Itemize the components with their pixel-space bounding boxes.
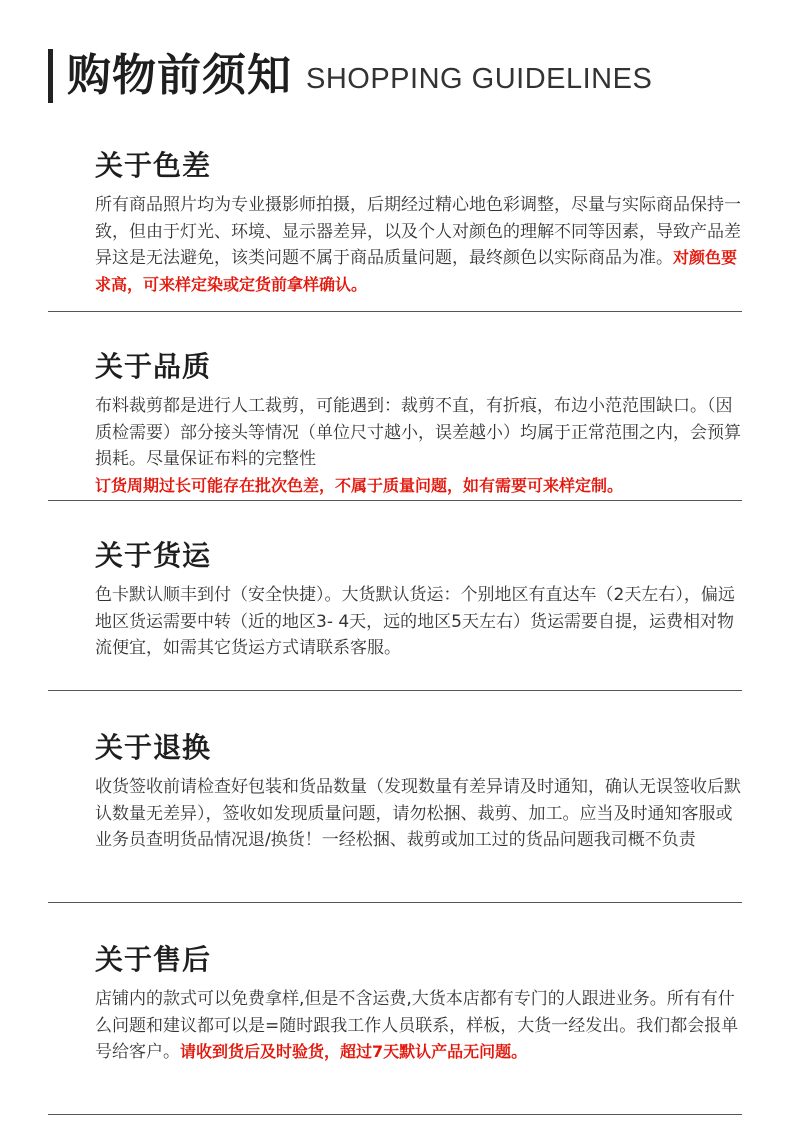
- section-after-sales: [95, 942, 745, 1066]
- section-title: 关于色差: [95, 149, 212, 182]
- section-title: 关于售后: [95, 943, 212, 976]
- section-body: [95, 192, 745, 298]
- section-highlight: 请收到货后及时验货，超过7天默认产品无问题。: [180, 1042, 528, 1061]
- header-accent-bar: [48, 49, 53, 103]
- section-quality: [95, 349, 745, 499]
- divider: [48, 1114, 742, 1115]
- section-text: 色卡默认顺丰到付（安全快捷）。大货默认货运：个别地区有直达车（2天左右），偏远地区货运需要中转（近的地区3- 4天，远的地区5天左右）货运需要自提，运费相对物流便宜，如需其它货运方式请联系客服。: [95, 585, 735, 658]
- section-text: 店铺内的款式可以免费拿样,但是不含运费,大货本店都有专门的人跟进业务。所有有什么问题和建议都可以是=随时跟我工作人员联系，样板，大货一经发出。我们都会报单号给客户。: [95, 989, 739, 1062]
- section-color-difference: [95, 148, 745, 298]
- divider: [48, 311, 742, 312]
- section-highlight: 订货周期过长可能存在批次色差，不属于质量问题，如有需要可来样定制。: [95, 475, 624, 495]
- section-title: 关于品质: [95, 350, 212, 383]
- page-subtitle: SHOPPING GUIDELINES: [306, 63, 653, 95]
- divider: [48, 690, 742, 691]
- section-body: [95, 774, 745, 854]
- section-returns: [95, 730, 745, 854]
- page-header: [48, 49, 652, 103]
- section-body: [95, 986, 745, 1066]
- section-body: [95, 393, 745, 499]
- page-title: 购物前须知: [67, 50, 292, 101]
- section-title: 关于退换: [95, 731, 212, 764]
- divider: [48, 500, 742, 501]
- section-text: 所有商品照片均为专业摄影师拍摄，后期经过精心地色彩调整，尽量与实际商品保持一致，但由于灯光、环境、显示器差异，以及个人对颜色的理解不同等因素，导致产品差异这是无法避免，该类问题不属于商品质量问题，最终颜色以实际商品为准。: [95, 195, 741, 268]
- section-body: [95, 582, 745, 662]
- section-shipping: [95, 538, 745, 662]
- section-text: 布料裁剪都是进行人工裁剪，可能遇到：裁剪不直，有折痕，布边小范范围缺口。（因质检需要）部分接头等情况（单位尺寸越小，误差越小）均属于正常范围之内，会预算损耗。尽量保证布料的完整性: [95, 396, 741, 469]
- section-highlight: 对颜色要求高，可来样定染或定货前拿样确认。: [95, 248, 738, 294]
- divider: [48, 902, 742, 903]
- section-text: 收货签收前请检查好包装和货品数量（发现数量有差异请及时通知，确认无误签收后默认数量无差异），签收如发现质量问题，请勿松捆、裁剪、加工。应当及时通知客服或业务员查明货品情况退/换货！一经松捆、裁剪或加工过的货品问题我司概不负责: [95, 777, 741, 850]
- section-title: 关于货运: [95, 539, 212, 572]
